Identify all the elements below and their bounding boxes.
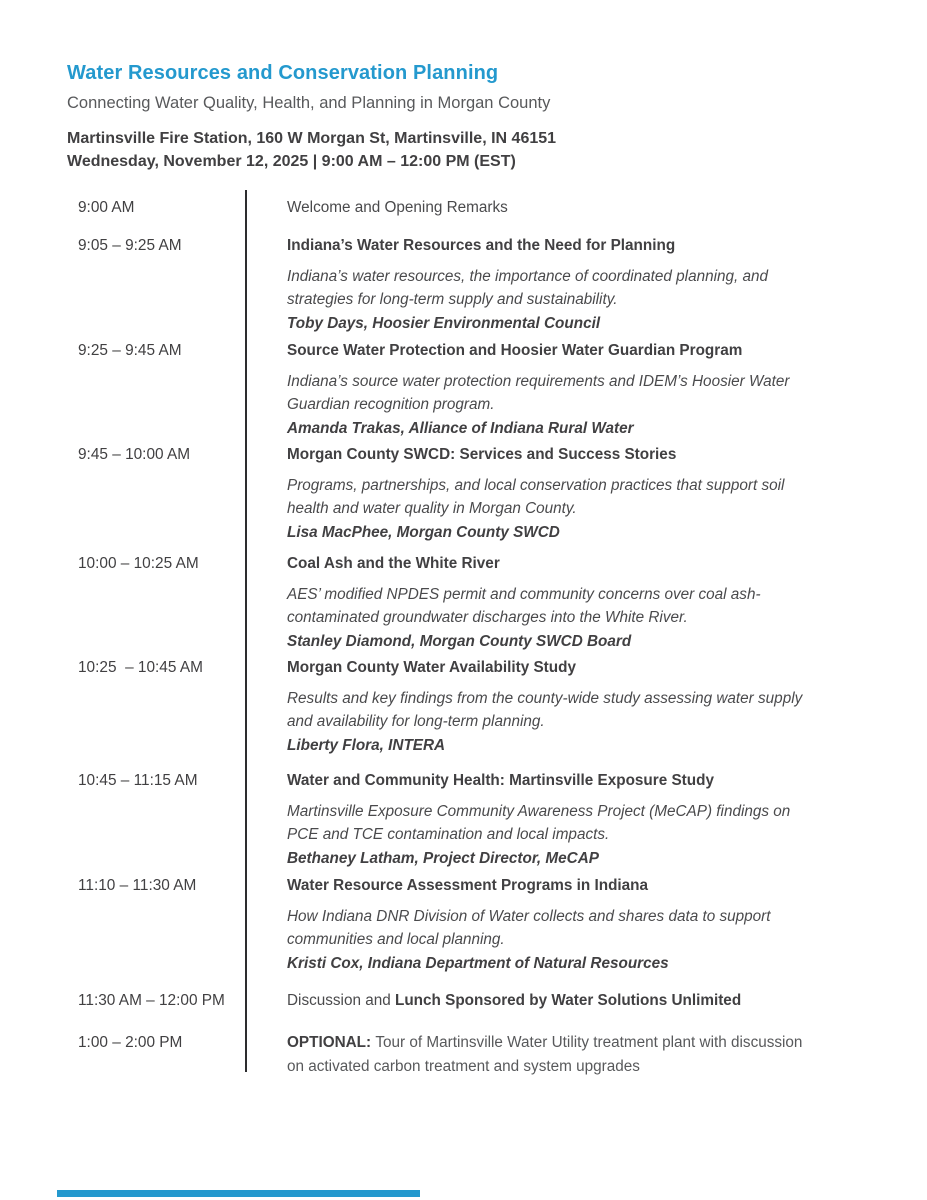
session-description: Results and key findings from the county-wide study assessing water supply and availability for long-term planning. (287, 689, 803, 730)
footer-accent-bar (57, 1190, 420, 1197)
session-title: Water Resource Assessment Programs in Indiana (287, 877, 649, 894)
event-datetime: Wednesday, November 12, 2025 | 9:00 AM – 12:00 PM (EST) (67, 152, 516, 170)
session-title: Coal Ash and the White River (287, 555, 500, 572)
session-content (287, 1031, 815, 1078)
time-label: 9:25 – 9:45 AM (78, 342, 182, 359)
session-text: Welcome and Opening Remarks (287, 199, 508, 216)
session-content (287, 234, 815, 335)
session-content (287, 552, 815, 653)
session-title: Morgan County Water Availability Study (287, 659, 576, 676)
event-meta (67, 128, 857, 173)
session-content (287, 656, 815, 757)
time-label: 9:05 – 9:25 AM (78, 237, 182, 254)
session-description: Programs, partnerships, and local conservation practices that support soil health and water quality in Morgan County. (287, 476, 785, 517)
column-divider-line (245, 190, 247, 1072)
session-speaker: Amanda Trakas, Alliance of Indiana Rural Water (287, 419, 634, 437)
session-bold-text: Lunch Sponsored by Water Solutions Unlimited (394, 992, 742, 1009)
time-label: 9:45 – 10:00 AM (78, 446, 191, 463)
session-content (287, 443, 815, 544)
session-content (287, 874, 815, 975)
session-speaker: Lisa MacPhee, Morgan County SWCD (287, 523, 560, 541)
session-title: Morgan County SWCD: Services and Success Stories (287, 446, 677, 463)
time-label: 11:10 – 11:30 AM (78, 877, 197, 894)
session-speaker: Stanley Diamond, Morgan County SWCD Board (287, 632, 632, 650)
session-bold-text: OPTIONAL: (287, 1034, 376, 1051)
session-text: Discussion and (287, 992, 395, 1009)
time-label: 9:00 AM (78, 199, 135, 216)
event-venue: Martinsville Fire Station, 160 W Morgan St, Martinsville, IN 46151 (67, 130, 557, 147)
session-title: Source Water Protection and Hoosier Water Guardian Program (287, 342, 743, 359)
time-label: 1:00 – 2:00 PM (78, 1034, 183, 1051)
time-label: 10:25 – 10:45 AM (78, 659, 203, 676)
session-speaker: Bethaney Latham, Project Director, MeCAP (287, 849, 599, 867)
session-speaker: Kristi Cox, Indiana Department of Natural Resources (287, 954, 669, 972)
session-title: Indiana’s Water Resources and the Need for Planning (287, 237, 676, 254)
time-label: 11:30 AM – 12:00 PM (78, 992, 225, 1009)
session-content (287, 196, 815, 220)
session-description: Indiana’s water resources, the importance of coordinated planning, and strategies for long-term supply and sustainability. (287, 267, 769, 308)
page-title: Water Resources and Conservation Planning (67, 62, 499, 84)
session-description: AES’ modified NPDES permit and community concerns over coal ash-contaminated groundwater discharges into the White River. (287, 585, 761, 626)
session-speaker: Liberty Flora, INTERA (287, 736, 446, 754)
session-description: Martinsville Exposure Community Awareness Project (MeCAP) findings on PCE and TCE contamination and local impacts. (287, 802, 791, 843)
time-label: 10:00 – 10:25 AM (78, 555, 199, 572)
document-header (67, 62, 857, 173)
session-text: Tour of Martinsville Water Utility treatment plant with discussion on activated carbon treatment and system upgrades (287, 1034, 803, 1075)
session-content (287, 769, 815, 870)
session-title: Water and Community Health: Martinsville Exposure Study (287, 772, 714, 789)
time-label: 10:45 – 11:15 AM (78, 772, 198, 789)
session-description: Indiana’s source water protection requirements and IDEM’s Hoosier Water Guardian recognition program. (287, 372, 790, 413)
session-speaker: Toby Days, Hoosier Environmental Council (287, 314, 601, 332)
session-content (287, 339, 815, 440)
page-subtitle: Connecting Water Quality, Health, and Planning in Morgan County (67, 94, 551, 112)
session-content (287, 989, 815, 1013)
session-description: How Indiana DNR Division of Water collects and shares data to support communities and local planning. (287, 907, 771, 948)
